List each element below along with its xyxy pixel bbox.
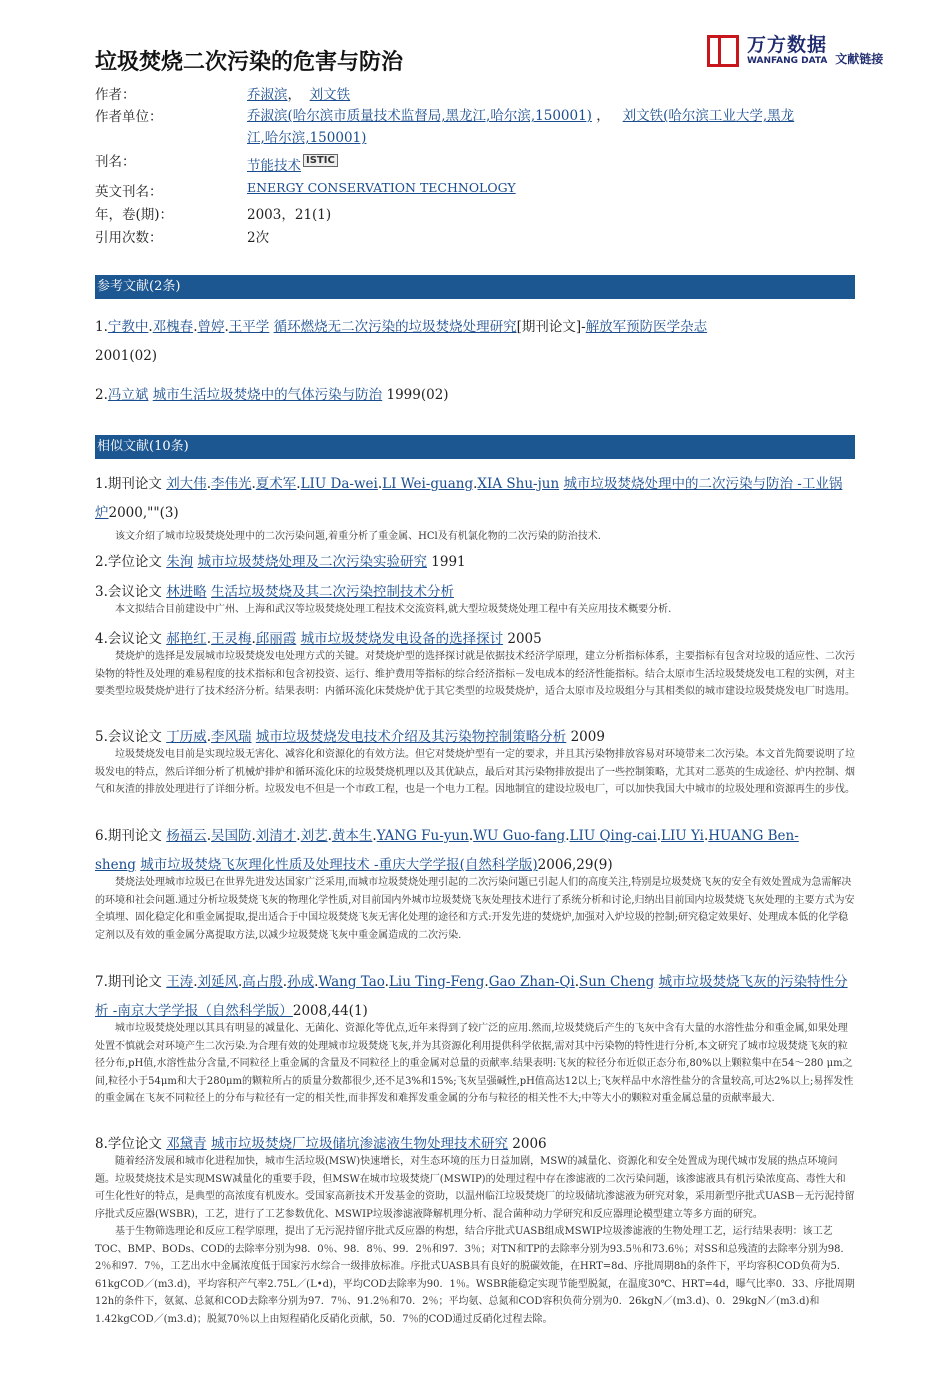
ref-author[interactable]: 曾婷 <box>197 319 225 335</box>
similar-author[interactable]: 丁历威 <box>166 729 207 745</box>
literature-link[interactable]: 文献链接 <box>835 52 884 66</box>
ref-item: 2.冯立斌 城市生活垃圾焚烧中的气体污染与防治 1999(02) <box>95 387 449 403</box>
ref-type: [期刊论文]- <box>516 319 586 335</box>
similar-author[interactable]: 黄本生 <box>331 828 373 844</box>
author-label: 作者： <box>95 87 136 103</box>
ref-title[interactable]: 循环燃烧无二次污染的垃圾焚烧处理研究 <box>273 319 517 335</box>
logo-en-text: WANFANG DATA <box>747 55 828 66</box>
ref-item: 1.宁教中.邓槐春.曾婷.王平学 循环燃烧无二次污染的垃圾焚烧处理研究[期刊论文]-解放军预防医学杂志 2001(02) <box>95 319 708 364</box>
similar-item-4: 4.会议论文 郝艳红.王灵梅.邱丽霞 城市垃圾焚烧发电设备的选择探讨 2005 焚烧炉的选择是发展城市垃圾焚烧发电处理方式的关键。对焚烧炉型的选择探讨就是依据技术经济学原理，建立分析指标体系，主要指标有包含对垃圾的适应性、二次污染物的特性及处理的难易程度的技术指标和包含初投资、运行、维护费用等指标的综合经济指标－发电成本的经济性能指标。结合太原市生活垃圾焚烧发电工程的实例，对主要类型垃圾焚烧炉进行了技术经济分析。结果表明：内循环流化床焚烧炉优于其它类型的垃圾焚烧炉，适合太原市及垃圾组分与其相类似的城市建设垃圾焚烧发电厂时选用。 <box>95 625 855 701</box>
similar-abstract: 本文拟结合目前建设中广州、上海和武汉等垃圾焚烧处理工程技术交流资料,就大型垃圾焚烧处理工程中有关应用技术概要分析. <box>115 604 672 615</box>
similar-item-7: 7.期刊论文 王涛.刘延风.高占殷.孙成.Wang Tao.Liu Ting-Feng.Gao Zhan-Qi.Sun Cheng 城市垃圾焚烧飞灰的污染特性分析 -南京大学学报（自然科学版）2008,44(1) 城市垃圾焚烧处理以其具有明显的减量化、无菌化、资源化等优点,近年来得到了较广泛的应用.然而,垃圾焚烧后产生的飞灰中含有大量的水溶性盐分和重金属,如果处理处置不慎就会对环境产生二次污染.为合理有效的处理城市垃圾焚烧飞灰,并为其资源化利用提供科学依据,需对其中污染物的特性进行分析,本文研究了城市垃圾焚烧飞灰的粒径分布,pH值,水溶性盐分含量,不同粒径上重金属的含量及不同粒径上的重金属对总量的贡献率.结果表明:飞灰的粒径分布近似正态分布,80%以上颗粒集中在54～280 μm之间,粒径小于54μm和大于280μm的颗粒所占的质量分数都很少,还不足3%和15%;飞灰呈强碱性,pH值高达12以上;飞灰样品中水溶性盐分的含量较高,可达2%以上;易挥发性的重金属在飞灰不同粒径上的分布与粒径有一定的相关性,而非挥发和难挥发重金属的分布与粒径的相关性不大;中等大小的颗粒对重金属总量的贡献率最大. <box>95 968 855 1108</box>
year-label: 年，卷(期)： <box>95 207 174 223</box>
unit-label: 作者单位： <box>95 109 163 125</box>
similar-author[interactable]: HUANG Ben-sheng <box>95 828 799 873</box>
similar-title[interactable]: 城市垃圾焚烧处理及二次污染实验研究 <box>197 554 427 570</box>
ref-author[interactable]: 王平学 <box>228 319 270 335</box>
similar-author[interactable]: WU Guo-fang <box>473 828 566 844</box>
ref-author[interactable]: 宁教中 <box>107 319 149 335</box>
similar-abstract: 随着经济发展和城市化进程加快，城市生活垃圾(MSW)快速增长，对生态环境的压力日益加剧，MSW的减量化、资源化和安全处置成为现代城市发展的热点环境问题。垃圾焚烧技术是实现MSW减量化的重要手段，但MSW在城市垃圾焚烧厂(MSWIP)的处理过程中存在渗滤液的二次污染问题，该渗滤液具有机污染浓度高、毒性大和可生化性好的特点，是典型的高浓度有机废水。受国家高新技术开发基金的资助，以温州临江垃圾焚烧厂的垃圾储坑渗滤液为研究对象，采用新型序批式UASB－无污泥持留序批式反应器(WSBR)，工艺，进行了工艺参数优化、MSWIP垃圾渗滤液降解机理分析、混合菌种动力学研究和反应器理论模型建立等多方面的研究。 <box>95 1156 855 1220</box>
similar-author[interactable]: 刘清才 <box>255 828 297 844</box>
unit-link-cont[interactable]: 江,哈尔滨,150001) <box>247 130 367 146</box>
similar-author[interactable]: 杨福云 <box>166 828 207 844</box>
journal-link[interactable]: 节能技术 <box>247 158 301 174</box>
similar-author[interactable]: 邓黛青 <box>166 1136 207 1152</box>
similar-author[interactable]: XIA Shu-jun <box>477 476 560 492</box>
similar-author[interactable]: 高占殷 <box>242 974 283 990</box>
similar-author[interactable]: Gao Zhan-Qi <box>488 974 575 990</box>
similar-author[interactable]: 李风瑞 <box>210 729 252 745</box>
refs-header: 参考文献(2条) <box>95 275 855 299</box>
similar-abstract: 垃圾焚烧发电目前是实现垃圾无害化、减容化和资源化的有效方法。但它对焚烧炉型有一定的要求，并且其污染物排放容易对环境带来二次污染。本文首先简要说明了垃圾发电的特点，然后详细分析了机械炉排炉和循环流化床的垃圾焚烧机理以及其优缺点，最后对其污染物排放提出了一些控制策略，尤其对二恶英的生成途径、炉内控制、烟气和灰渣的排放处理进行了详细分析。垃圾发电不但是一个市政工程，也是一个电力工程。因地制宜的建设垃圾电厂，可以加快我国大中城市的垃圾处理和资源再生的步伐。 <box>95 749 855 795</box>
similar-author[interactable]: Liu Ting-Feng <box>388 974 485 990</box>
similar-title[interactable]: 城市垃圾焚烧发电技术介绍及其污染物控制策略分析 <box>255 729 567 745</box>
similar-source[interactable]: -重庆大学学报(自然科学版) <box>369 857 538 873</box>
author-list: 乔淑滨， 刘文铁 <box>247 87 351 103</box>
similar-source[interactable]: -南京大学学报（自然科学版） <box>108 1003 293 1019</box>
en-journal-link[interactable]: ENERGY CONSERVATION TECHNOLOGY <box>247 180 516 195</box>
ref-author[interactable]: 冯立斌 <box>107 387 149 403</box>
similar-title[interactable]: 城市垃圾焚烧厂垃圾储坑渗滤液生物处理技术研究 <box>210 1136 508 1152</box>
similar-abstract: 该文介绍了城市垃圾焚烧处理中的二次污染问题,着重分析了重金属、HCl及有机氯化物的二次污染的防治技术. <box>115 531 601 542</box>
en-journal-label: 英文刊名： <box>95 184 163 200</box>
similar-title[interactable]: 城市垃圾焚烧发电设备的选择探讨 <box>300 631 504 647</box>
similar-abstract: 基于生物筛选理论和反应工程学原理，提出了无污泥持留序批式反应器的构想，结合序批式UASB组成MSWIP垃圾渗滤液的生物处理工艺，运行结果表明：该工艺TOC、BMP、BODs、COD的去除率分别为98．0％、98．8％、99．2％和97．3％；对TN和TP的去除率分别为93.5％和73.6％；对SS和总残渣的去除率分别为98．2％和97．7％，工艺出水中金属浓度低于国家污水综合一级排放标准。序批式UASB具有良好的脱碳效能，在HRT=8d、序批周期8h的条件下，平均容积COD负荷为5．61kgCOD／(m3.d)，平均容积产气率2.75L／(L•d)，平均COD去除率为90．1％。WSBR能稳定实现节能型脱氮，在温度30℃、HRT=4d，曝气比率0．33、序批周期12h的条件下，氨氮、总氮和COD去除率分别为97．7％、91.2％和70．2％；平均氨、总氮和COD容积负荷分别为0．26kgN／(m3.d)、0．29kgN／(m3.d)和1.42kgCOD／(m3.d)；脱氮70％以上由短程硝化反硝化贡献，50．7％的COD通过反硝化过程去除。 <box>95 1226 855 1325</box>
page-title: 垃圾焚烧二次污染的危害与防治 <box>95 49 404 75</box>
similar-author[interactable]: 吴国防 <box>210 828 252 844</box>
author-link[interactable]: 乔淑滨 <box>247 87 288 103</box>
author-link[interactable]: 刘文铁 <box>309 87 351 103</box>
similar-abstract: 焚烧炉的选择是发展城市垃圾焚烧发电处理方式的关键。对焚烧炉型的选择探讨就是依据技术经济学原理，建立分析指标体系，主要指标有包含对垃圾的适应性、二次污染物的特性及处理的难易程度的技术指标和包含初投资、运行、维护费用等指标的综合经济指标－发电成本的经济性能指标。结合太原市生活垃圾焚烧发电工程的实例，对主要类型垃圾焚烧炉进行了技术经济分析。结果表明：内循环流化床焚烧炉优于其它类型的垃圾焚烧炉，适合太原市及垃圾组分与其相类似的城市建设垃圾焚烧发电厂时选用。 <box>95 651 855 697</box>
similar-author[interactable]: YANG Fu-yun <box>376 828 469 844</box>
unit-link[interactable]: 乔淑滨(哈尔滨市质量技术监督局,黑龙江,哈尔滨,150001) <box>247 108 592 124</box>
wanfang-logo[interactable] <box>707 34 883 67</box>
similar-author[interactable]: 王涛 <box>166 974 194 990</box>
ref-source[interactable]: 解放军预防医学杂志 <box>585 319 708 335</box>
similar-author[interactable]: 刘大伟 <box>166 476 207 492</box>
similar-author[interactable]: 刘延风 <box>197 974 238 990</box>
similar-item-3: 3.会议论文 林进略 生活垃圾焚烧及其二次污染控制技术分析 本文拟结合目前建设中广州、上海和武汉等垃圾焚烧处理工程技术交流资料,就大型垃圾焚烧处理工程中有关应用技术概要分析. <box>95 578 855 619</box>
similar-author[interactable]: LIU Qing-cai <box>569 828 657 844</box>
cite-label: 引用次数： <box>95 230 163 246</box>
similar-author[interactable]: 孙成 <box>287 974 315 990</box>
similar-author[interactable]: 王灵梅 <box>210 631 252 647</box>
istic-badge: ISTIC <box>303 154 338 167</box>
logo-cn-text: 万方数据 <box>747 33 828 56</box>
similar-title[interactable]: 城市垃圾焚烧飞灰理化性质及处理技术 <box>140 857 370 873</box>
similar-item-8: 8.学位论文 邓黛青 城市垃圾焚烧厂垃圾储坑渗滤液生物处理技术研究 2006 随着经济发展和城市化进程加快，城市生活垃圾(MSW)快速增长，对生态环境的压力日益加剧，MSW的减量化、资源化和安全处置成为现代城市发展的热点环境问题。垃圾焚烧技术是实现MSW减量化的重要手段，但MSW在城市垃圾焚烧厂(MSWIP)的处理过程中存在渗滤液的二次污染问题，该渗滤液具有机污染浓度高、毒性大和可生化性好的特点，是典型的高浓度有机废水。受国家高新技术开发基金的资助，以温州临江垃圾焚烧厂的垃圾储坑渗滤液为研究对象，采用新型序批式UASB－无污泥持留序批式反应器(WSBR)，工艺，进行了工艺参数优化、MSWIP垃圾渗滤液降解机理分析、混合菌种动力学研究和反应器理论模型建立等多方面的研究。 基于生物筛选理论和反应工程学原理，提出了无污泥持留序批式反应器的构想，结合序批式UASB组成MSWIP垃圾渗滤液的生物处理工艺，运行结果表明：该工艺TOC、BMP、BODs、COD的去除率分别为98．0％、98．8％、99．2％和97．3％；对TN和TP的去除率分别为93.5％和73.6％；对SS和总残渣的去除率分别为98．2％和97．7％，工艺出水中金属浓度低于国家污水综合一级排放标准。序批式UASB具有良好的脱碳效能，在HRT=8d、序批周期8h的条件下，平均容积COD负荷为5．61kgCOD／(m3.d)，平均容积产气率2.75L／(L•d)，平均COD去除率为90．1％。WSBR能稳定实现节能型脱氮，在温度30℃、HRT=4d，曝气比率0．33、序批周期12h的条件下，氨氮、总氮和COD去除率分别为97．7％、91.2％和70．2％；平均氨、总氮和COD容积负荷分别为0．26kgN／(m3.d)、0．29kgN／(m3.d)和1.42kgCOD／(m3.d)；脱氮70％以上由短程硝化反硝化贡献，50．7％的COD通过反硝化过程去除。 <box>95 1130 855 1328</box>
similar-author[interactable]: 夏术军 <box>255 476 297 492</box>
unit-link[interactable]: 刘文铁(哈尔滨工业大学,黑龙 <box>622 108 795 124</box>
similar-author[interactable]: LI Wei-guang <box>382 476 474 492</box>
similar-source[interactable]: -工业锅炉 <box>95 476 843 521</box>
cite-value: 2次 <box>247 230 270 246</box>
en-journal-value <box>247 180 516 195</box>
similar-title[interactable]: 生活垃圾焚烧及其二次污染控制技术分析 <box>210 584 454 600</box>
ref-title[interactable]: 城市生活垃圾焚烧中的气体污染与防治 <box>152 387 383 403</box>
journal-label: 刊名： <box>95 154 136 170</box>
similar-item-2: 2.学位论文 朱洵 城市垃圾焚烧处理及二次污染实验研究 1991 <box>95 554 466 570</box>
similar-abstract: 城市垃圾焚烧处理以其具有明显的减量化、无菌化、资源化等优点,近年来得到了较广泛的应用.然而,垃圾焚烧后产生的飞灰中含有大量的水溶性盐分和重金属,如果处理处置不慎就会对环境产生二次污染.为合理有效的处理城市垃圾焚烧飞灰,并为其资源化利用提供科学依据,需对其中污染物的特性进行分析,本文研究了城市垃圾焚烧飞灰的粒径分布,pH值,水溶性盐分含量,不同粒径上重金属的含量及不同粒径上的重金属对总量的贡献率.结果表明:飞灰的粒径分布近似正态分布,80%以上颗粒集中在54～280 μm之间,粒径小于54μm和大于280μm的颗粒所占的质量分数都很少,还不足3%和15%;飞灰呈强碱性,pH值高达12以上;飞灰样品中水溶性盐分的含量较高,可达2%以上;易挥发性的重金属在飞灰不同粒径上的分布与粒径有一定的相关性,而非挥发和难挥发重金属的分布与粒径的相关性不大;中等大小的颗粒对重金属总量的贡献率最大. <box>95 1023 854 1104</box>
similar-author[interactable]: Sun Cheng <box>579 974 655 990</box>
ref-year: 2001(02) <box>95 348 158 364</box>
similar-item-6: 6.期刊论文 杨福云.吴国防.刘清才.刘艺.黄本生.YANG Fu-yun.WU Guo-fang.LIU Qing-cai.LIU Yi.HUANG Ben-sheng 城市垃圾焚烧飞灰理化性质及处理技术 -重庆大学学报(自然科学版)2006,29(9) 焚烧法处理城市垃圾已在世界先进发达国家广泛采用,而城市垃圾焚烧处理引起的二次污染问题已引起人们的高度关注,特别是垃圾焚烧飞灰的安全有效处置成为急需解决的环境和社会问题.通过分析垃圾焚烧飞灰的物理化学性质,对目前国内外城市垃圾焚烧飞灰处理技术进行了系统分析和讨论,归纳出目前国内垃圾焚烧飞灰处理的主要方式为安全填埋、固化稳定化和重金属提取,提出适合于中国垃圾焚烧飞灰无害化处理的途径和方式:开发先进的焚烧炉,加强对入炉垃圾的控制;研究稳定效果好、处理成本低的化学稳定剂以及有效的重金属分离提取方法,以减少垃圾焚烧飞灰中重金属造成的二次污染. <box>95 822 855 944</box>
year-value: 2003，21(1) <box>247 207 332 223</box>
similar-author[interactable]: 朱洵 <box>166 554 194 570</box>
journal-value <box>247 154 338 174</box>
similar-author[interactable]: 郝艳红 <box>166 631 207 647</box>
similar-title[interactable]: 城市垃圾焚烧飞灰的污染特性分析 <box>95 974 848 1019</box>
similar-author[interactable]: 李伟光 <box>210 476 252 492</box>
similar-author[interactable]: LIU Da-wei <box>300 476 378 492</box>
similar-author[interactable]: 刘艺 <box>300 828 328 844</box>
similar-item-1: 1.期刊论文 刘大伟.李伟光.夏术军.LIU Da-wei.LI Wei-guang.XIA Shu-jun 城市垃圾焚烧处理中的二次污染与防治 -工业锅炉2000,""(3) 该文介绍了城市垃圾焚烧处理中的二次污染问题,着重分析了重金属、HCl及有机氯化物的二次污染的防治技术. <box>95 470 855 546</box>
similar-author[interactable]: LIU Yi <box>661 828 704 844</box>
wanfang-logo-icon <box>707 35 739 67</box>
similar-header: 相似文献(10条) <box>95 435 855 459</box>
similar-author[interactable]: 林进略 <box>166 584 207 600</box>
similar-item-5: 5.会议论文 丁历威.李风瑞 城市垃圾焚烧发电技术介绍及其污染物控制策略分析 2009 垃圾焚烧发电目前是实现垃圾无害化、减容化和资源化的有效方法。但它对焚烧炉型有一定的要求，并且其污染物排放容易对环境带来二次污染。本文首先简要说明了垃圾发电的特点，然后详细分析了机械炉排炉和循环流化床的垃圾焚烧机理以及其优缺点，最后对其污染物排放提出了一些控制策略，尤其对二恶英的生成途径、炉内控制、烟气和灰渣的排放处理进行了详细分析。垃圾发电不但是一个市政工程，也是一个电力工程。因地制宜的建设垃圾电厂，可以加快我国大中城市的垃圾处理和资源再生的步伐。 <box>95 723 855 799</box>
similar-author[interactable]: Wang Tao <box>318 974 385 990</box>
ref-author[interactable]: 邓槐春 <box>152 319 194 335</box>
ref-year: 1999(02) <box>386 387 449 403</box>
unit-list: 乔淑滨(哈尔滨市质量技术监督局,黑龙江,哈尔滨,150001) ， 刘文铁(哈尔滨工业大学,黑龙 江,哈尔滨,150001) <box>247 108 795 146</box>
similar-title[interactable]: 城市垃圾焚烧处理中的二次污染与防治 <box>563 476 793 492</box>
similar-author[interactable]: 邱丽霞 <box>255 631 297 647</box>
similar-abstract: 焚烧法处理城市垃圾已在世界先进发达国家广泛采用,而城市垃圾焚烧处理引起的二次污染问题已引起人们的高度关注,特别是垃圾焚烧飞灰的安全有效处置成为急需解决的环境和社会问题.通过分析垃圾焚烧飞灰的物理化学性质,对目前国内外城市垃圾焚烧飞灰处理技术进行了系统分析和讨论,归纳出目前国内垃圾焚烧飞灰处理的主要方式为安全填埋、固化稳定化和重金属提取,提出适合于中国垃圾焚烧飞灰无害化处理的途径和方式:开发先进的焚烧炉,加强对入炉垃圾的控制;研究稳定效果好、处理成本低的化学稳定剂以及有效的重金属分离提取方法,以减少垃圾焚烧飞灰中重金属造成的二次污染. <box>95 877 855 941</box>
